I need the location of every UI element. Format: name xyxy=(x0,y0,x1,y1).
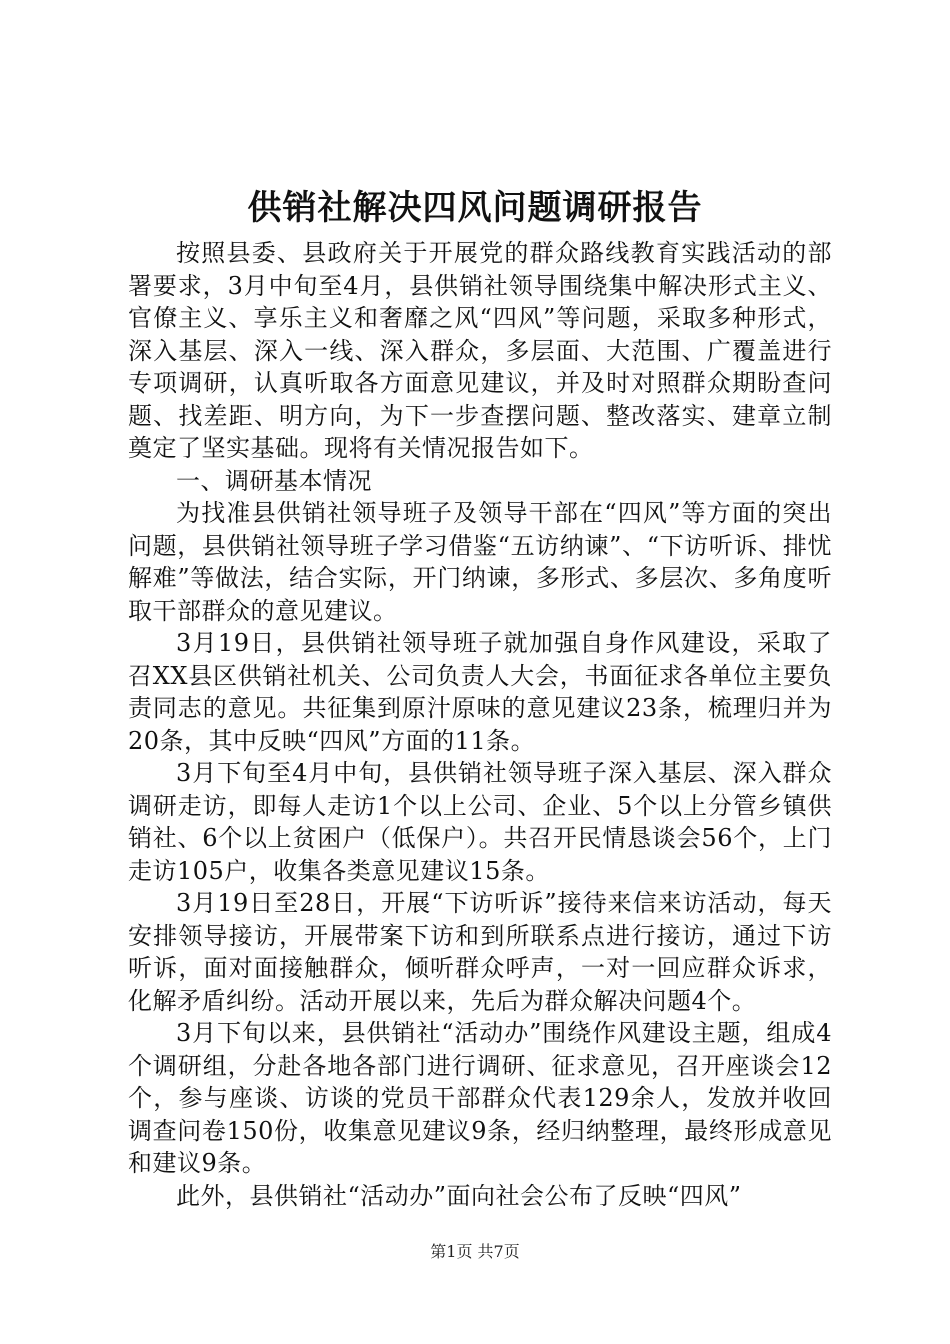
document-title: 供销社解决四风问题调研报告 xyxy=(247,188,703,228)
paragraph: 3月19日至28日，开展“下访听诉”接待来信来访活动，每天安排领导接访，开展带案下访和到所联系点进行接访，通过下访听诉，面对面接触群众，倾听群众呼声，一对一回应群众诉求，化解矛盾纠纷。活动开展以来，先后为群众解决问题4个。 xyxy=(128,889,832,1015)
page-number-footer: 第1页 共7页 xyxy=(430,1242,520,1261)
paragraph: 3月下旬至4月中旬，县供销社领导班子深入基层、深入群众调研走访，即每人走访1个以上公司、企业、5个以上分管乡镇供销社、6个以上贫困户（低保户）。共召开民情恳谈会56个，上门走访105户，收集各类意见建议15条。 xyxy=(128,759,832,885)
paragraph: 3月下旬以来，县供销社“活动办”围绕作风建设主题，组成4个调研组，分赴各地各部门进行调研、征求意见，召开座谈会12个，参与座谈、访谈的党员干部群众代表129余人，发放并收回调查问卷150份，收集意见建议9条，经归纳整理，最终形成意见和建议9条。 xyxy=(128,1019,832,1177)
paragraph: 3月19日，县供销社领导班子就加强自身作风建设，采取了召XX县区供销社机关、公司负责人大会，书面征求各单位主要负责同志的意见。共征集到原汁原味的意见建议23条，梳理归并为20条，其中反映“四风”方面的11条。 xyxy=(128,629,832,755)
document-body xyxy=(128,237,832,1212)
section-heading: 一、调研基本情况 xyxy=(176,466,372,495)
paragraph: 此外，县供销社“活动办”面向社会公布了反映“四风” xyxy=(176,1181,742,1210)
paragraph-intro: 按照县委、县政府关于开展党的群众路线教育实践活动的部署要求，3月中旬至4月，县供销社领导围绕集中解决形式主义、官僚主义、享乐主义和奢靡之风“四风”等问题，采取多种形式，深入基层、深入一线、深入群众，多层面、大范围、广覆盖进行专项调研，认真听取各方面意见建议，并及时对照群众期盼查问题、找差距、明方向，为下一步查摆问题、整改落实、建章立制奠定了坚实基础。现将有关情况报告如下。 xyxy=(128,239,832,462)
paragraph: 为找准县供销社领导班子及领导干部在“四风”等方面的突出问题，县供销社领导班子学习借鉴“五访纳谏”、“下访听诉、排忧解难”等做法，结合实际，开门纳谏，多形式、多层次、多角度听取干部群众的意见建议。 xyxy=(128,499,832,625)
